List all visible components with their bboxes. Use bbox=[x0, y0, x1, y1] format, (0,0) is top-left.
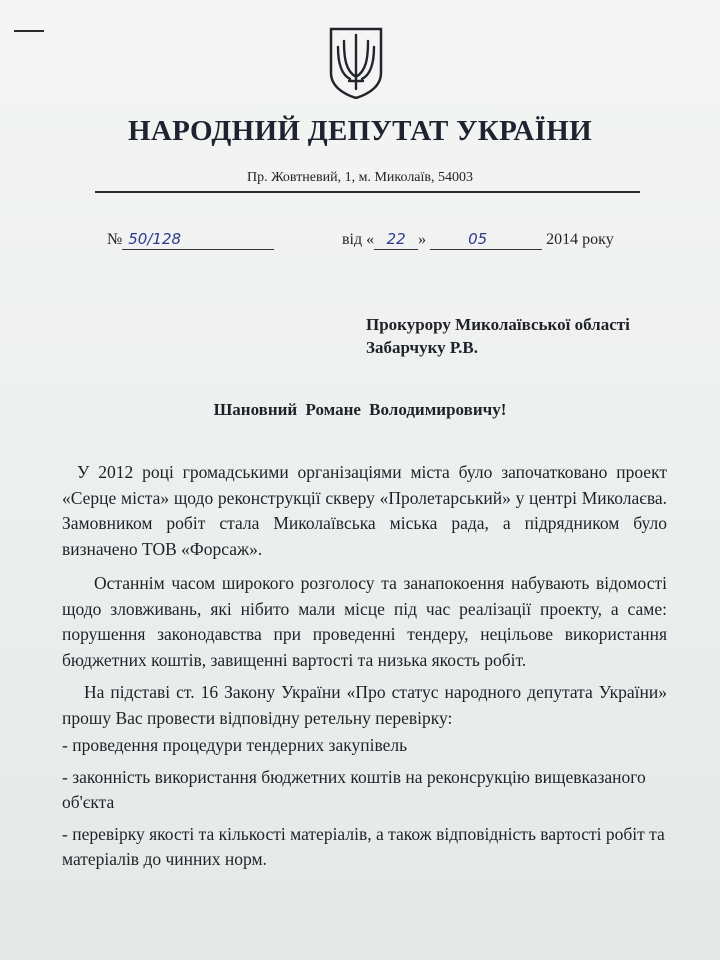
year-text: 2014 року bbox=[546, 231, 614, 248]
handwritten-month: 05 bbox=[468, 230, 488, 248]
number-label: № bbox=[107, 231, 123, 248]
pen-mark bbox=[14, 30, 44, 32]
day-close-quote: » bbox=[418, 231, 427, 248]
header-divider bbox=[95, 191, 640, 193]
date-prefix: від bbox=[342, 231, 363, 248]
recipient-position: Прокурору Миколаївської області bbox=[366, 315, 630, 334]
paragraph-project: У 2012 році громадськими організаціями міста було започатковано проект «Серце міста» щодо реконструкції скверу «Пролетарський» у центрі Миколаєва. Замовником робіт стала Миколаївська міська рада, а підрядником було визначено ТОВ «Форсаж». bbox=[62, 462, 667, 559]
page-title: НАРОДНИЙ ДЕПУТАТ УКРАЇНИ bbox=[128, 115, 592, 147]
list-item-budget: - законність використання бюджетних коштів на реконсрукцію вищевказаного об'єкта bbox=[62, 766, 646, 812]
sender-address: Пр. Жовтневий, 1, м. Миколаїв, 54003 bbox=[246, 170, 474, 185]
trident-emblem-icon bbox=[327, 25, 385, 99]
letter-body bbox=[62, 460, 667, 873]
month-field bbox=[430, 230, 542, 250]
recipient-block bbox=[366, 313, 630, 359]
letter-date bbox=[342, 230, 614, 250]
handwritten-number: 50/128 bbox=[128, 230, 182, 248]
list-item-materials: - перевірку якості та кількості матеріалів, а також відповідність вартості робіт та матеріалів до чинних норм. bbox=[62, 823, 665, 869]
day-field bbox=[374, 230, 418, 250]
salutation: Шановний Романе Володимировичу! bbox=[213, 400, 507, 419]
paragraph-request: На підставі ст. 16 Закону України «Про статус народного депутата України» прошу Вас провести відповідну ретельну перевірку: bbox=[62, 682, 667, 728]
day-open-quote: « bbox=[366, 231, 375, 248]
number-field bbox=[122, 230, 274, 250]
handwritten-day: 22 bbox=[386, 230, 406, 248]
recipient-name: Забарчуку Р.В. bbox=[366, 338, 478, 357]
paragraph-allegations: Останнім часом широкого розголосу та занапокоення набувають відомості щодо зловживань, які нібито мали місце під час реалізації проекту, а саме: порушення законодавства при проведенні тендеру, нецільове використання бюджетних коштів, завищенні вартості та низька якость робіт. bbox=[62, 573, 667, 670]
list-item-tender: - проведення процедури тендерних закупівель bbox=[62, 735, 408, 755]
registration-number bbox=[107, 230, 274, 250]
